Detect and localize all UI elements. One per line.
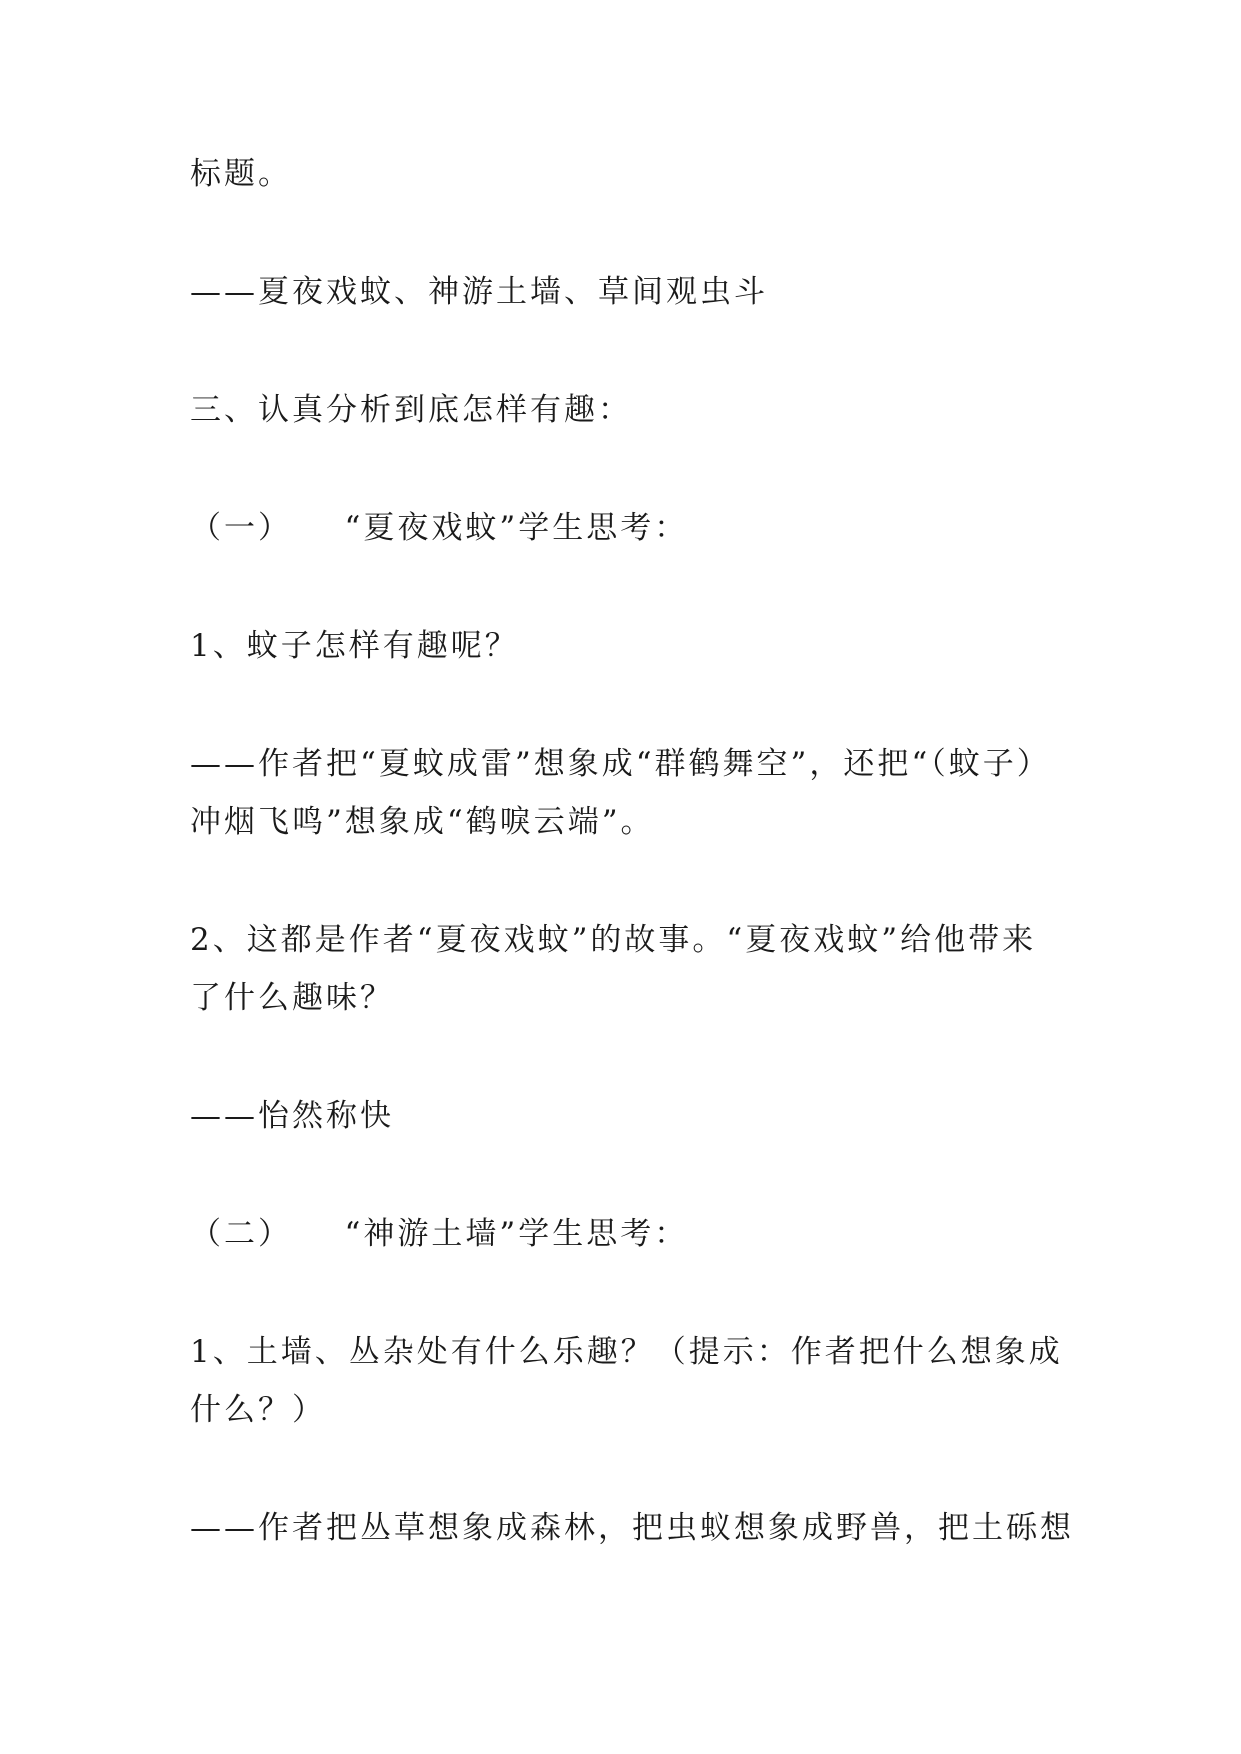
- text-line: 三、认真分析到底怎样有趣：: [190, 392, 632, 428]
- text-line: 2、这都是作者“夏夜戏蚊”的故事。“夏夜戏蚊”给他带来: [190, 922, 1037, 958]
- text-line: （二） “神游土墙”学生思考：: [190, 1216, 689, 1252]
- question-2: [190, 911, 1060, 1027]
- text-line: 冲烟飞鸣”想象成“鹤唳云端”。: [190, 804, 655, 840]
- text-line: 了什么趣味？: [190, 980, 394, 1016]
- text-line: 标题。: [190, 156, 292, 192]
- text-line: ——作者把丛草想象成森林，把虫蚁想象成野兽，把土砾想: [190, 1510, 1074, 1546]
- answer-3: [190, 1499, 1074, 1557]
- text-line: 1、蚊子怎样有趣呢？: [190, 628, 519, 664]
- question-3: [190, 1323, 1063, 1439]
- text-line: 什么？）: [190, 1392, 326, 1428]
- text-line: （一） “夏夜戏蚊”学生思考：: [190, 510, 689, 546]
- text-line: ——夏夜戏蚊、神游土墙、草间观虫斗: [190, 274, 768, 310]
- subsection-heading-1: [190, 499, 1060, 557]
- section-heading-3: [190, 381, 1060, 439]
- text-line: 1、土墙、丛杂处有什么乐趣？（提示：作者把什么想象成: [190, 1334, 1063, 1370]
- text-line: ——作者把“夏蚊成雷”想象成“群鹤舞空”，还把“（蚊子）: [190, 746, 1051, 782]
- text-line: ——怡然称快: [190, 1098, 394, 1134]
- paragraph-title-end: [190, 145, 1060, 203]
- subsection-heading-2: [190, 1205, 1060, 1263]
- answer-1: [190, 735, 1060, 851]
- question-1: [190, 617, 1060, 675]
- paragraph-answer-titles: [190, 263, 1060, 321]
- answer-2: [190, 1087, 1060, 1145]
